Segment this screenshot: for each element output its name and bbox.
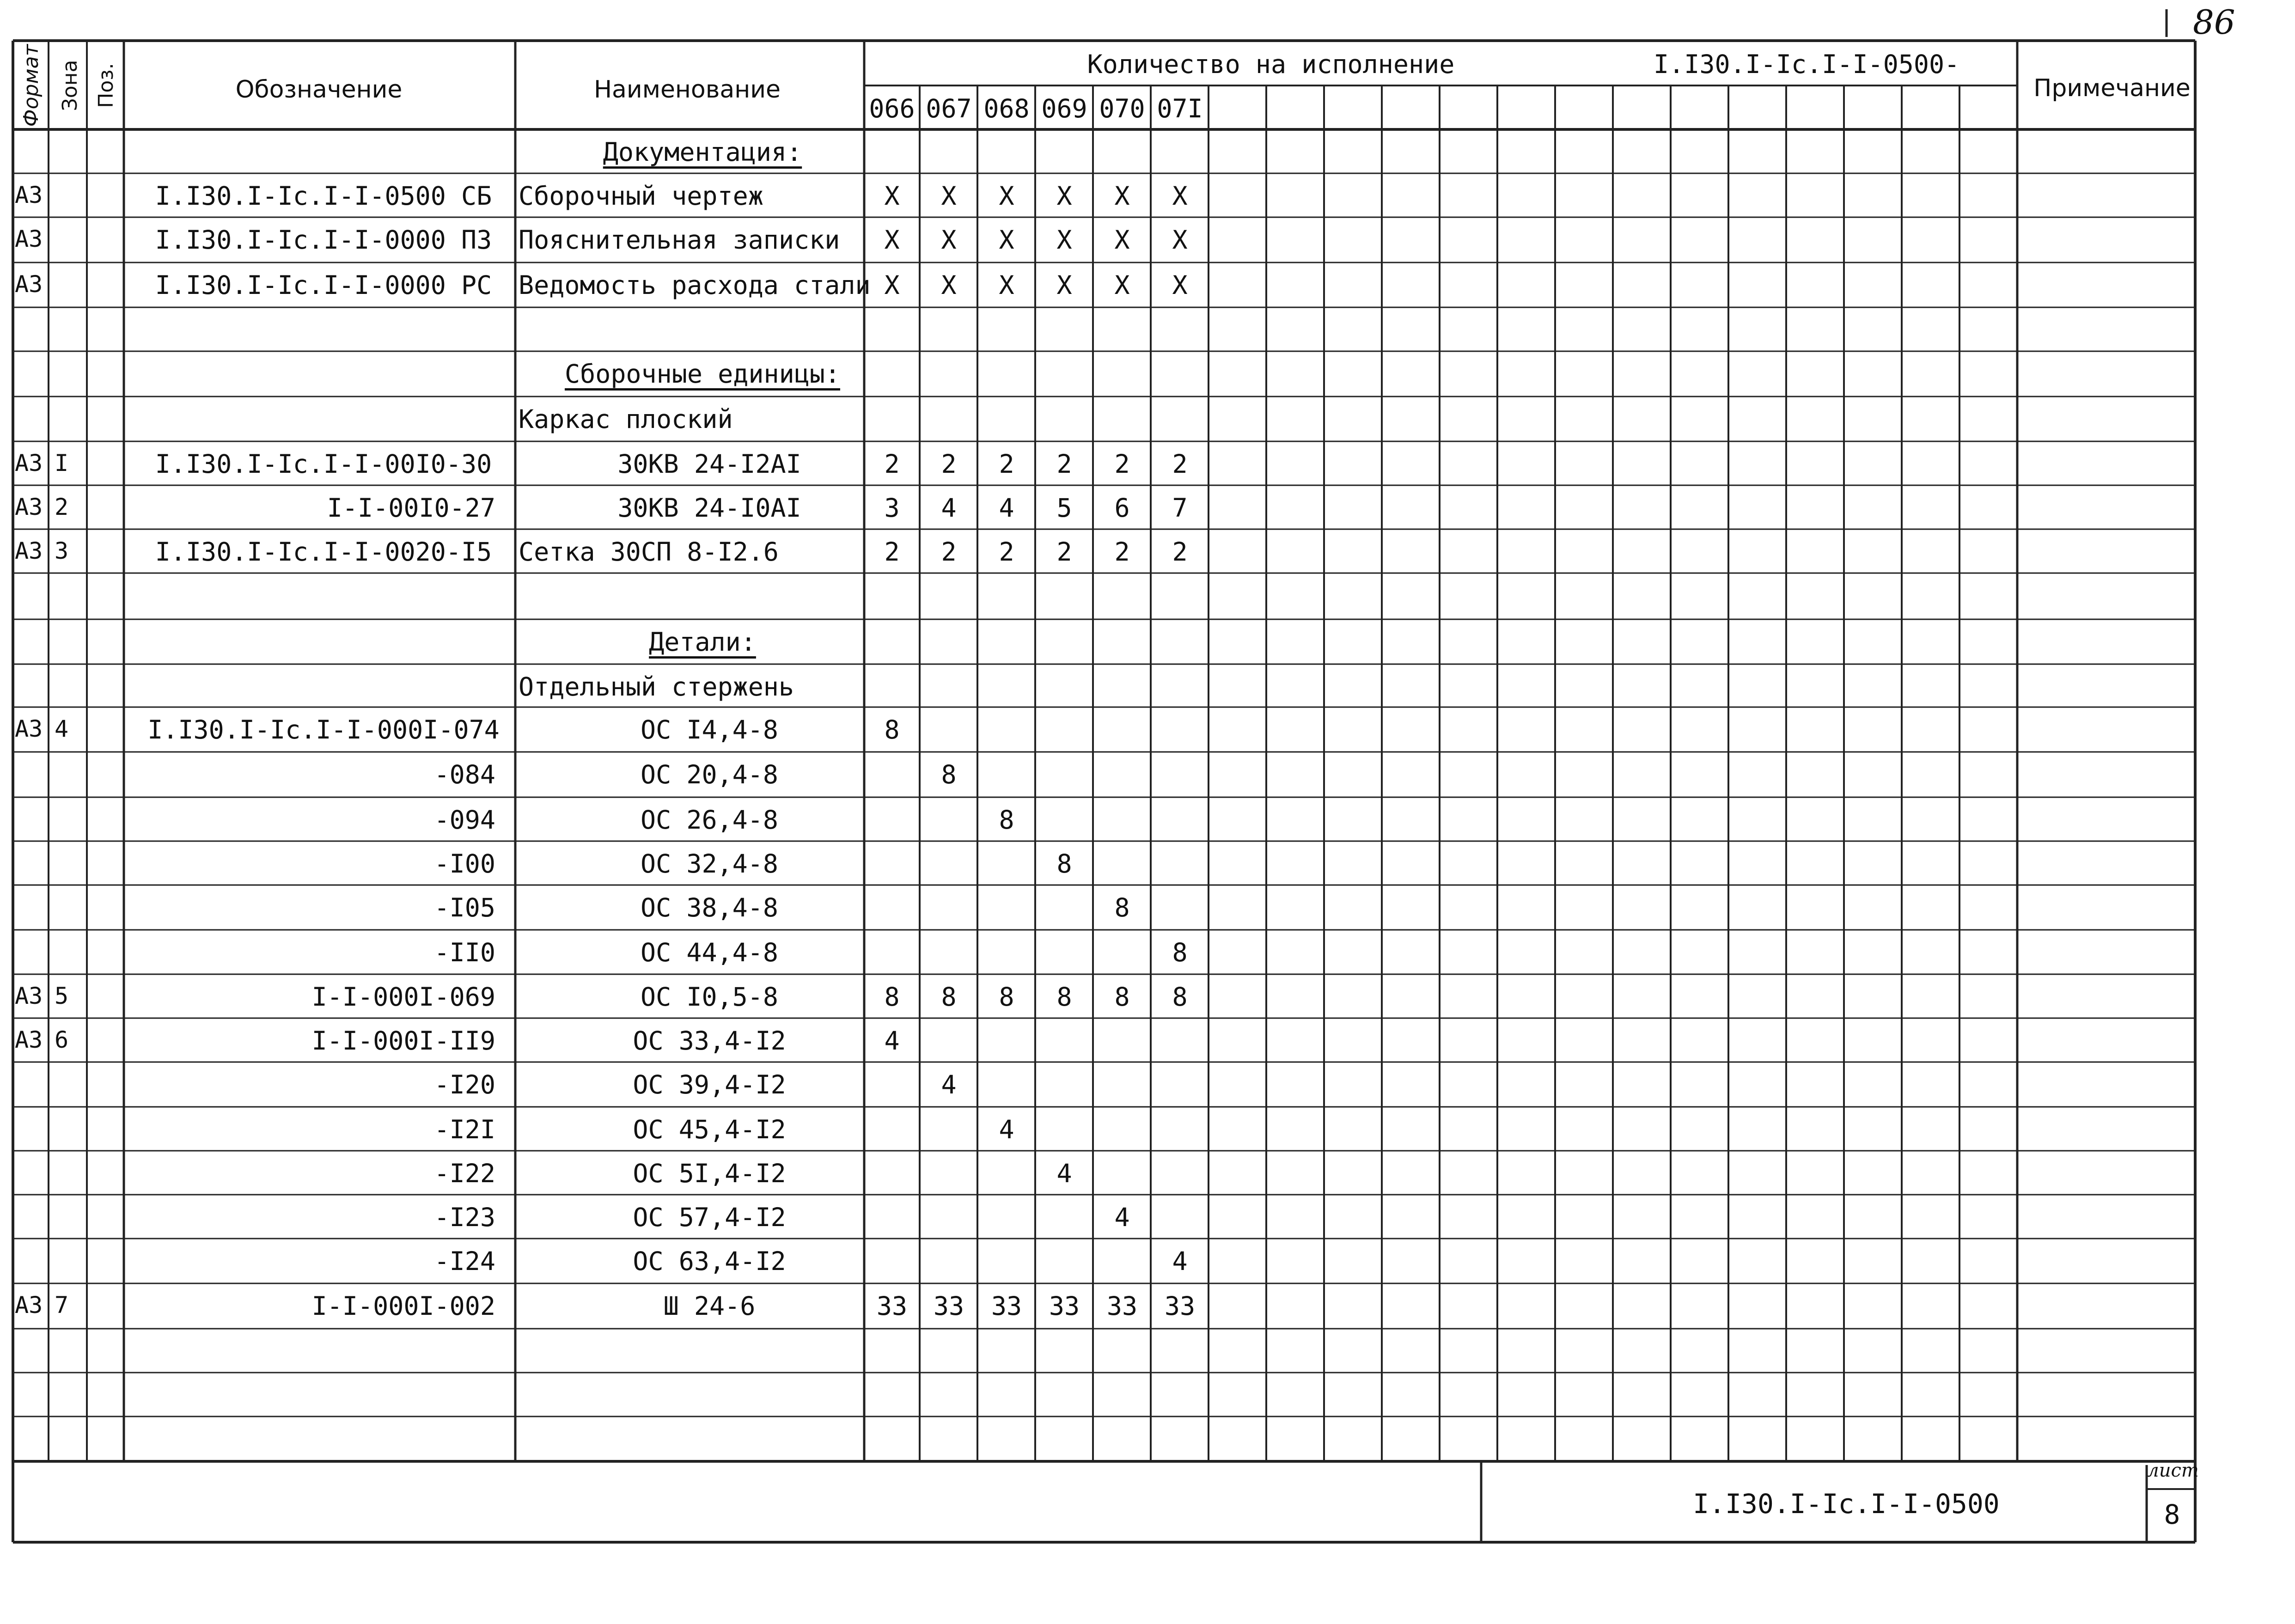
row-designation: -I20 — [434, 1070, 495, 1099]
row-designation: I.I30.I-Ic.I-I-0020-I5 — [155, 537, 492, 567]
row-name: ОС 32,4-8 — [640, 849, 779, 879]
row-designation: I.I30.I-Ic.I-I-00I0-30 — [155, 449, 492, 479]
row-qty-069: 8 — [1056, 849, 1072, 879]
header-name: Наименование — [593, 76, 781, 104]
row-qty-068: X — [999, 181, 1014, 211]
row-qty-07I: 2 — [1172, 449, 1188, 479]
row-format: А3 — [15, 226, 43, 252]
header-format: Формат — [19, 44, 43, 127]
page-number-top: 86 — [2193, 3, 2235, 42]
row-qty-066: 3 — [884, 493, 900, 523]
row-qty-070: 8 — [1114, 893, 1130, 922]
row-qty-067: 2 — [941, 449, 957, 479]
row-qty-070: 8 — [1114, 982, 1130, 1012]
row-qty-069: 2 — [1056, 537, 1072, 567]
row-qty-070: X — [1114, 270, 1130, 300]
variant-header-3: 069 — [1041, 94, 1087, 123]
row-qty-070: 2 — [1114, 449, 1130, 479]
row-section-title: Детали: — [649, 627, 756, 657]
row-qty-068: 8 — [999, 982, 1014, 1012]
row-name: ОС 5I,4-I2 — [633, 1159, 786, 1188]
row-qty-069: 4 — [1056, 1159, 1072, 1188]
row-qty-07I: 2 — [1172, 537, 1188, 567]
row-qty-070: 6 — [1114, 493, 1130, 523]
row-qty-069: X — [1056, 225, 1072, 255]
row-name: Ш 24-6 — [663, 1291, 756, 1321]
row-designation: I-I-00I0-27 — [327, 493, 495, 523]
row-designation: I-I-000I-002 — [311, 1291, 495, 1321]
row-qty-066: X — [884, 270, 900, 300]
row-name: Ведомость расхода стали — [519, 270, 871, 300]
row-format: А3 — [15, 450, 43, 476]
row-qty-068: 4 — [999, 493, 1014, 523]
row-qty-066: 2 — [884, 449, 900, 479]
row-format: А3 — [15, 983, 43, 1009]
row-qty-066: 8 — [884, 982, 900, 1012]
row-qty-068: 33 — [991, 1291, 1022, 1321]
row-designation: -094 — [434, 805, 495, 835]
header-qty-title: Количество на исполнение — [1087, 49, 1455, 79]
footer-sheet-label: лист — [2147, 1460, 2199, 1481]
row-qty-067: X — [941, 225, 957, 255]
row-qty-069: 8 — [1056, 982, 1072, 1012]
variant-header-2: 068 — [983, 94, 1030, 123]
row-designation: -I23 — [434, 1203, 495, 1232]
row-qty-067: 33 — [933, 1291, 964, 1321]
row-designation: I.I30.I-Ic.I-I-0000 РС — [155, 270, 492, 300]
row-qty-069: 5 — [1056, 493, 1072, 523]
row-qty-067: 8 — [941, 982, 957, 1012]
row-qty-068: 2 — [999, 537, 1014, 567]
row-designation: -II0 — [434, 938, 495, 967]
row-qty-070: 4 — [1114, 1203, 1130, 1232]
row-designation: -I24 — [434, 1246, 495, 1276]
row-qty-07I: 33 — [1164, 1291, 1196, 1321]
row-qty-070: 33 — [1106, 1291, 1138, 1321]
row-qty-070: 2 — [1114, 537, 1130, 567]
row-name: Пояснительная записки — [519, 225, 840, 255]
row-name: ОС I0,5-8 — [640, 982, 779, 1012]
row-designation: I.I30.I-Ic.I-I-0000 ПЗ — [155, 225, 492, 255]
row-qty-069: X — [1056, 270, 1072, 300]
row-name: ОС 26,4-8 — [640, 805, 779, 835]
row-qty-068: X — [999, 270, 1014, 300]
row-name: Сетка 30СП 8-I2.6 — [519, 537, 779, 567]
row-name: 30КВ 24-I0АI — [617, 493, 801, 523]
row-name: ОС 44,4-8 — [640, 938, 779, 967]
row-designation: -084 — [434, 760, 495, 789]
row-format: А3 — [15, 182, 43, 208]
row-qty-067: 4 — [941, 1070, 957, 1099]
row-name: ОС 38,4-8 — [640, 893, 779, 922]
row-format: А3 — [15, 537, 43, 564]
row-name: Отдельный стержень — [519, 672, 794, 702]
row-qty-067: 8 — [941, 760, 957, 789]
row-qty-067: 4 — [941, 493, 957, 523]
row-format: А3 — [15, 271, 43, 298]
row-format: А3 — [15, 715, 43, 742]
row-qty-066: 2 — [884, 537, 900, 567]
header-qty-doc: I.I30.I-Ic.I-I-0500- — [1654, 49, 1960, 79]
row-designation: I-I-000I-069 — [311, 982, 495, 1012]
row-qty-069: 33 — [1049, 1291, 1080, 1321]
row-format: А3 — [15, 1026, 43, 1053]
row-designation: I.I30.I-Ic.I-I-000I-074 — [147, 715, 500, 745]
row-name: Сборочный чертеж — [519, 181, 763, 211]
row-zone: 2 — [55, 494, 69, 520]
row-name: ОС I4,4-8 — [640, 715, 779, 745]
row-zone: I — [55, 450, 69, 476]
row-qty-067: 2 — [941, 537, 957, 567]
row-designation: -I00 — [434, 849, 495, 879]
row-qty-068: 4 — [999, 1115, 1014, 1144]
row-qty-068: 8 — [999, 805, 1014, 835]
row-qty-070: X — [1114, 181, 1130, 211]
row-qty-07I: 8 — [1172, 982, 1188, 1012]
row-qty-07I: 4 — [1172, 1246, 1188, 1276]
row-qty-07I: X — [1172, 270, 1188, 300]
row-section-title: Документация: — [603, 137, 802, 167]
row-qty-066: 33 — [876, 1291, 908, 1321]
row-designation: I.I30.I-Ic.I-I-0500 СБ — [155, 181, 492, 211]
row-designation: -I05 — [434, 893, 495, 922]
row-qty-067: X — [941, 181, 957, 211]
row-name: ОС 20,4-8 — [640, 760, 779, 789]
row-qty-07I: X — [1172, 181, 1188, 211]
row-name: Каркас плоский — [519, 404, 733, 434]
row-designation: -I22 — [434, 1159, 495, 1188]
row-qty-070: X — [1114, 225, 1130, 255]
row-zone: 3 — [55, 537, 69, 564]
row-zone: 6 — [55, 1026, 69, 1053]
row-qty-069: X — [1056, 181, 1072, 211]
row-format: А3 — [15, 1292, 43, 1319]
variant-header-1: 067 — [926, 94, 972, 123]
row-qty-067: X — [941, 270, 957, 300]
row-qty-069: 2 — [1056, 449, 1072, 479]
row-name: ОС 57,4-I2 — [633, 1203, 786, 1232]
row-name: 30КВ 24-I2АI — [617, 449, 801, 479]
row-qty-066: X — [884, 225, 900, 255]
row-qty-066: X — [884, 181, 900, 211]
row-qty-068: 2 — [999, 449, 1014, 479]
variant-header-5: 07I — [1157, 94, 1203, 123]
header-designation: Обозначение — [235, 76, 403, 104]
row-name: ОС 45,4-I2 — [633, 1115, 786, 1144]
row-name: ОС 33,4-I2 — [633, 1026, 786, 1056]
row-qty-066: 8 — [884, 715, 900, 745]
row-qty-066: 4 — [884, 1026, 900, 1056]
footer-doc-code: I.I30.I-Ic.I-I-0500 — [1693, 1488, 2000, 1520]
variant-header-4: 070 — [1099, 94, 1145, 123]
header-pos: Поз. — [94, 63, 118, 108]
row-name: ОС 39,4-I2 — [633, 1070, 786, 1099]
row-designation: I-I-000I-II9 — [311, 1026, 495, 1056]
row-qty-07I: X — [1172, 225, 1188, 255]
header-note: Примечание — [2033, 74, 2191, 102]
row-zone: 7 — [55, 1292, 69, 1319]
row-qty-07I: 7 — [1172, 493, 1188, 523]
row-format: А3 — [15, 494, 43, 520]
row-zone: 4 — [55, 715, 69, 742]
row-section-title: Сборочные единицы: — [564, 359, 841, 389]
row-qty-07I: 8 — [1172, 938, 1188, 967]
header-zone: Зона — [58, 60, 82, 111]
row-qty-068: X — [999, 225, 1014, 255]
row-zone: 5 — [55, 983, 69, 1009]
footer-sheet-number: 8 — [2164, 1499, 2180, 1530]
variant-header-0: 066 — [869, 94, 915, 123]
row-name: ОС 63,4-I2 — [633, 1246, 786, 1276]
row-designation: -I2I — [434, 1115, 495, 1144]
